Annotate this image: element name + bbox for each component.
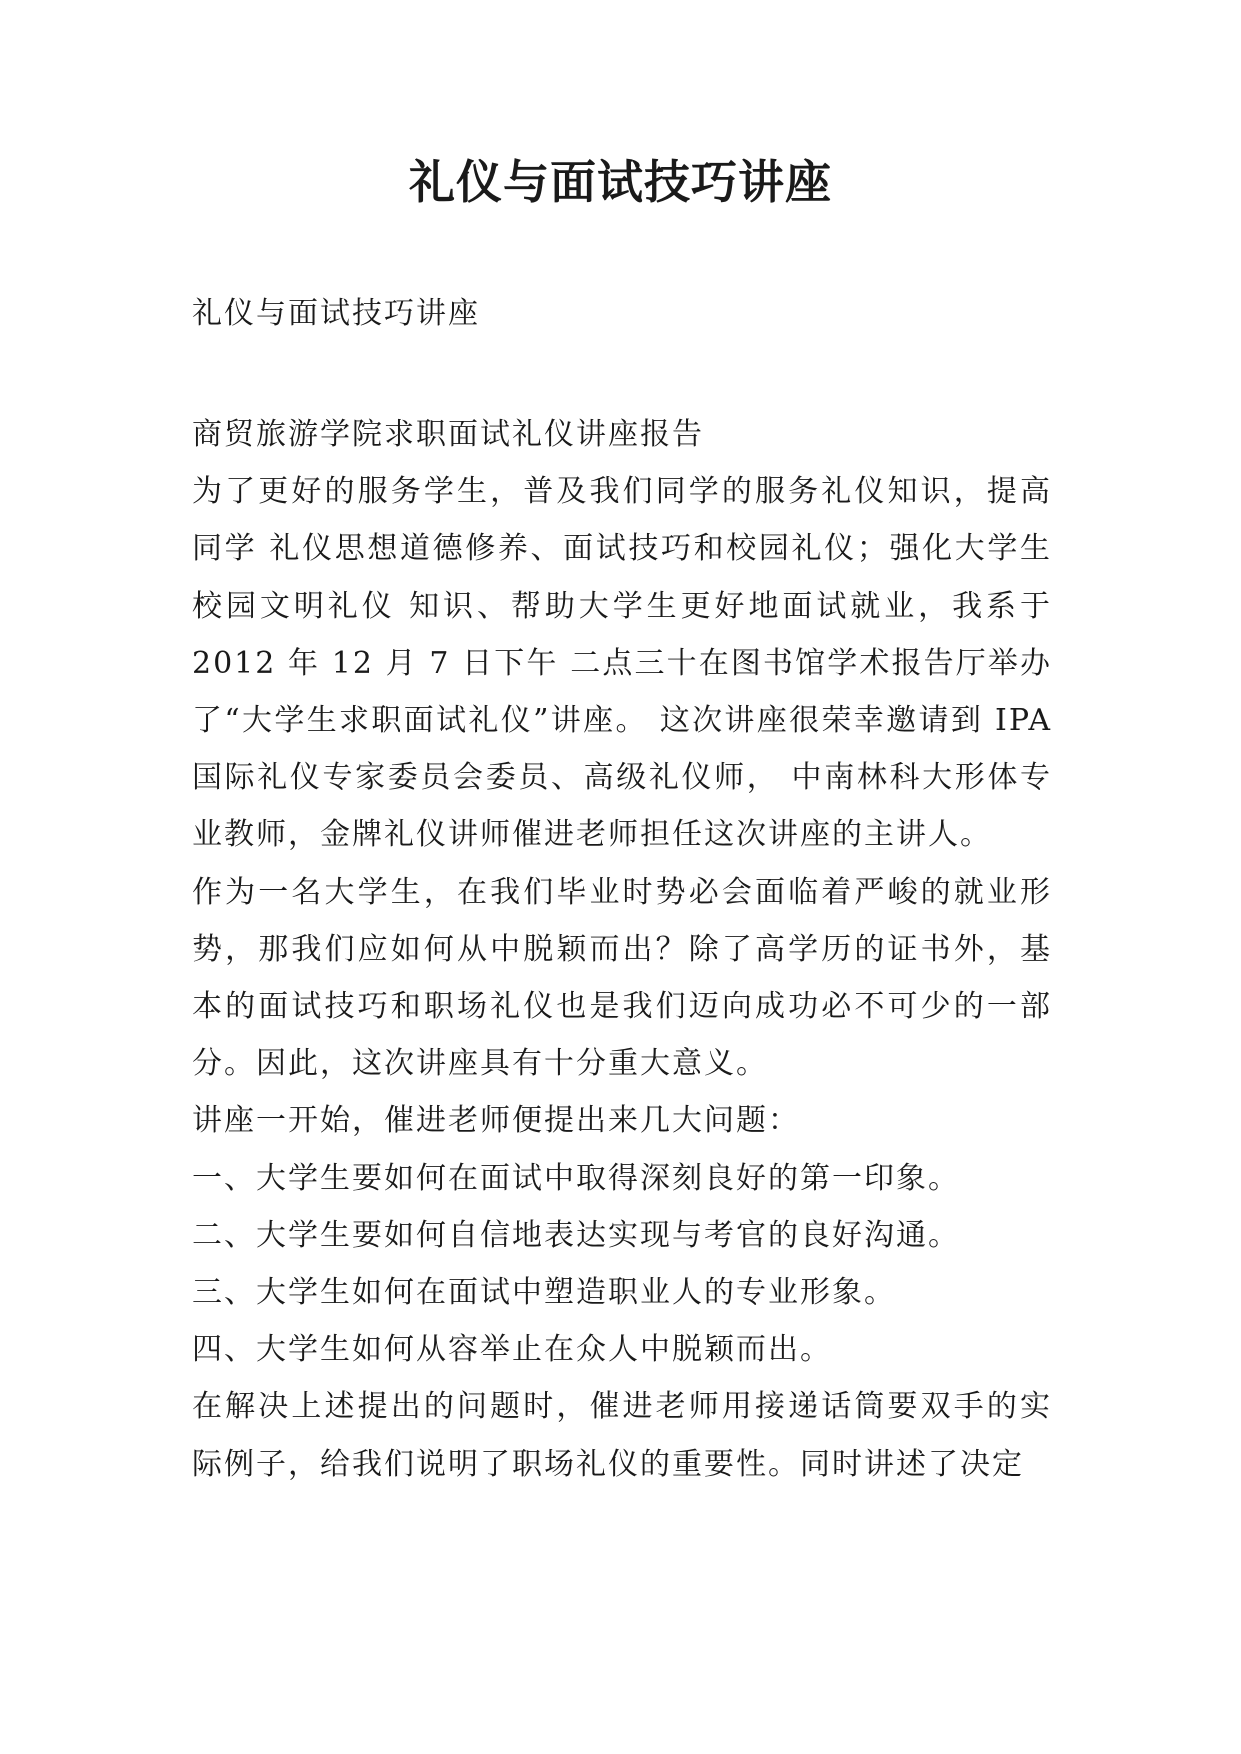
question-item-4: 四、大学生如何从容举止在众人中脱颖而出。 (192, 1332, 832, 1368)
document-body (192, 406, 1052, 1493)
paragraph-questions-lead: 讲座一开始，催进老师便提出来几大问题： (192, 1103, 800, 1139)
question-item-3: 三、大学生如何在面试中塑造职业人的专业形象。 (192, 1275, 896, 1311)
question-item-1: 一、大学生要如何在面试中取得深刻良好的第一印象。 (192, 1160, 960, 1196)
paragraph-intro: 为了更好的服务学生，普及我们同学的服务礼仪知识，提高同学 礼仪思想道德修养、面试技巧和校园礼仪；强化大学生校园文明礼仪 知识、帮助大学生更好地面试就业，我系于 2012 年 12 月 7 日下午 二点三十在图书馆学术报告厅举办了“大学生求职面试礼仪”讲座。 这次讲座很荣幸邀请到 IPA 国际礼仪专家委员会委员、高级礼仪师， 中南林科大形体专业教师，金牌礼仪讲师催进老师担任这次讲座的主讲人。 (192, 474, 1052, 853)
paragraph-significance: 作为一名大学生，在我们毕业时势必会面临着严峻的就业形势，那我们应如何从中脱颖而出？除了高学历的证书外，基本的面试技巧和职场礼仪也是我们迈向成功必不可少的一部分。因此，这次讲座具有十分重大意义。 (192, 874, 1052, 1082)
paragraph-conclusion: 在解决上述提出的问题时，催进老师用接递话筒要双手的实际例子，给我们说明了职场礼仪的重要性。同时讲述了决定 (192, 1389, 1052, 1482)
report-heading: 商贸旅游学院求职面试礼仪讲座报告 (192, 417, 704, 452)
document-subtitle: 礼仪与面试技巧讲座 (192, 296, 480, 331)
document-title: 礼仪与面试技巧讲座 (409, 155, 832, 209)
question-item-2: 二、大学生要如何自信地表达实现与考官的良好沟通。 (192, 1217, 960, 1253)
